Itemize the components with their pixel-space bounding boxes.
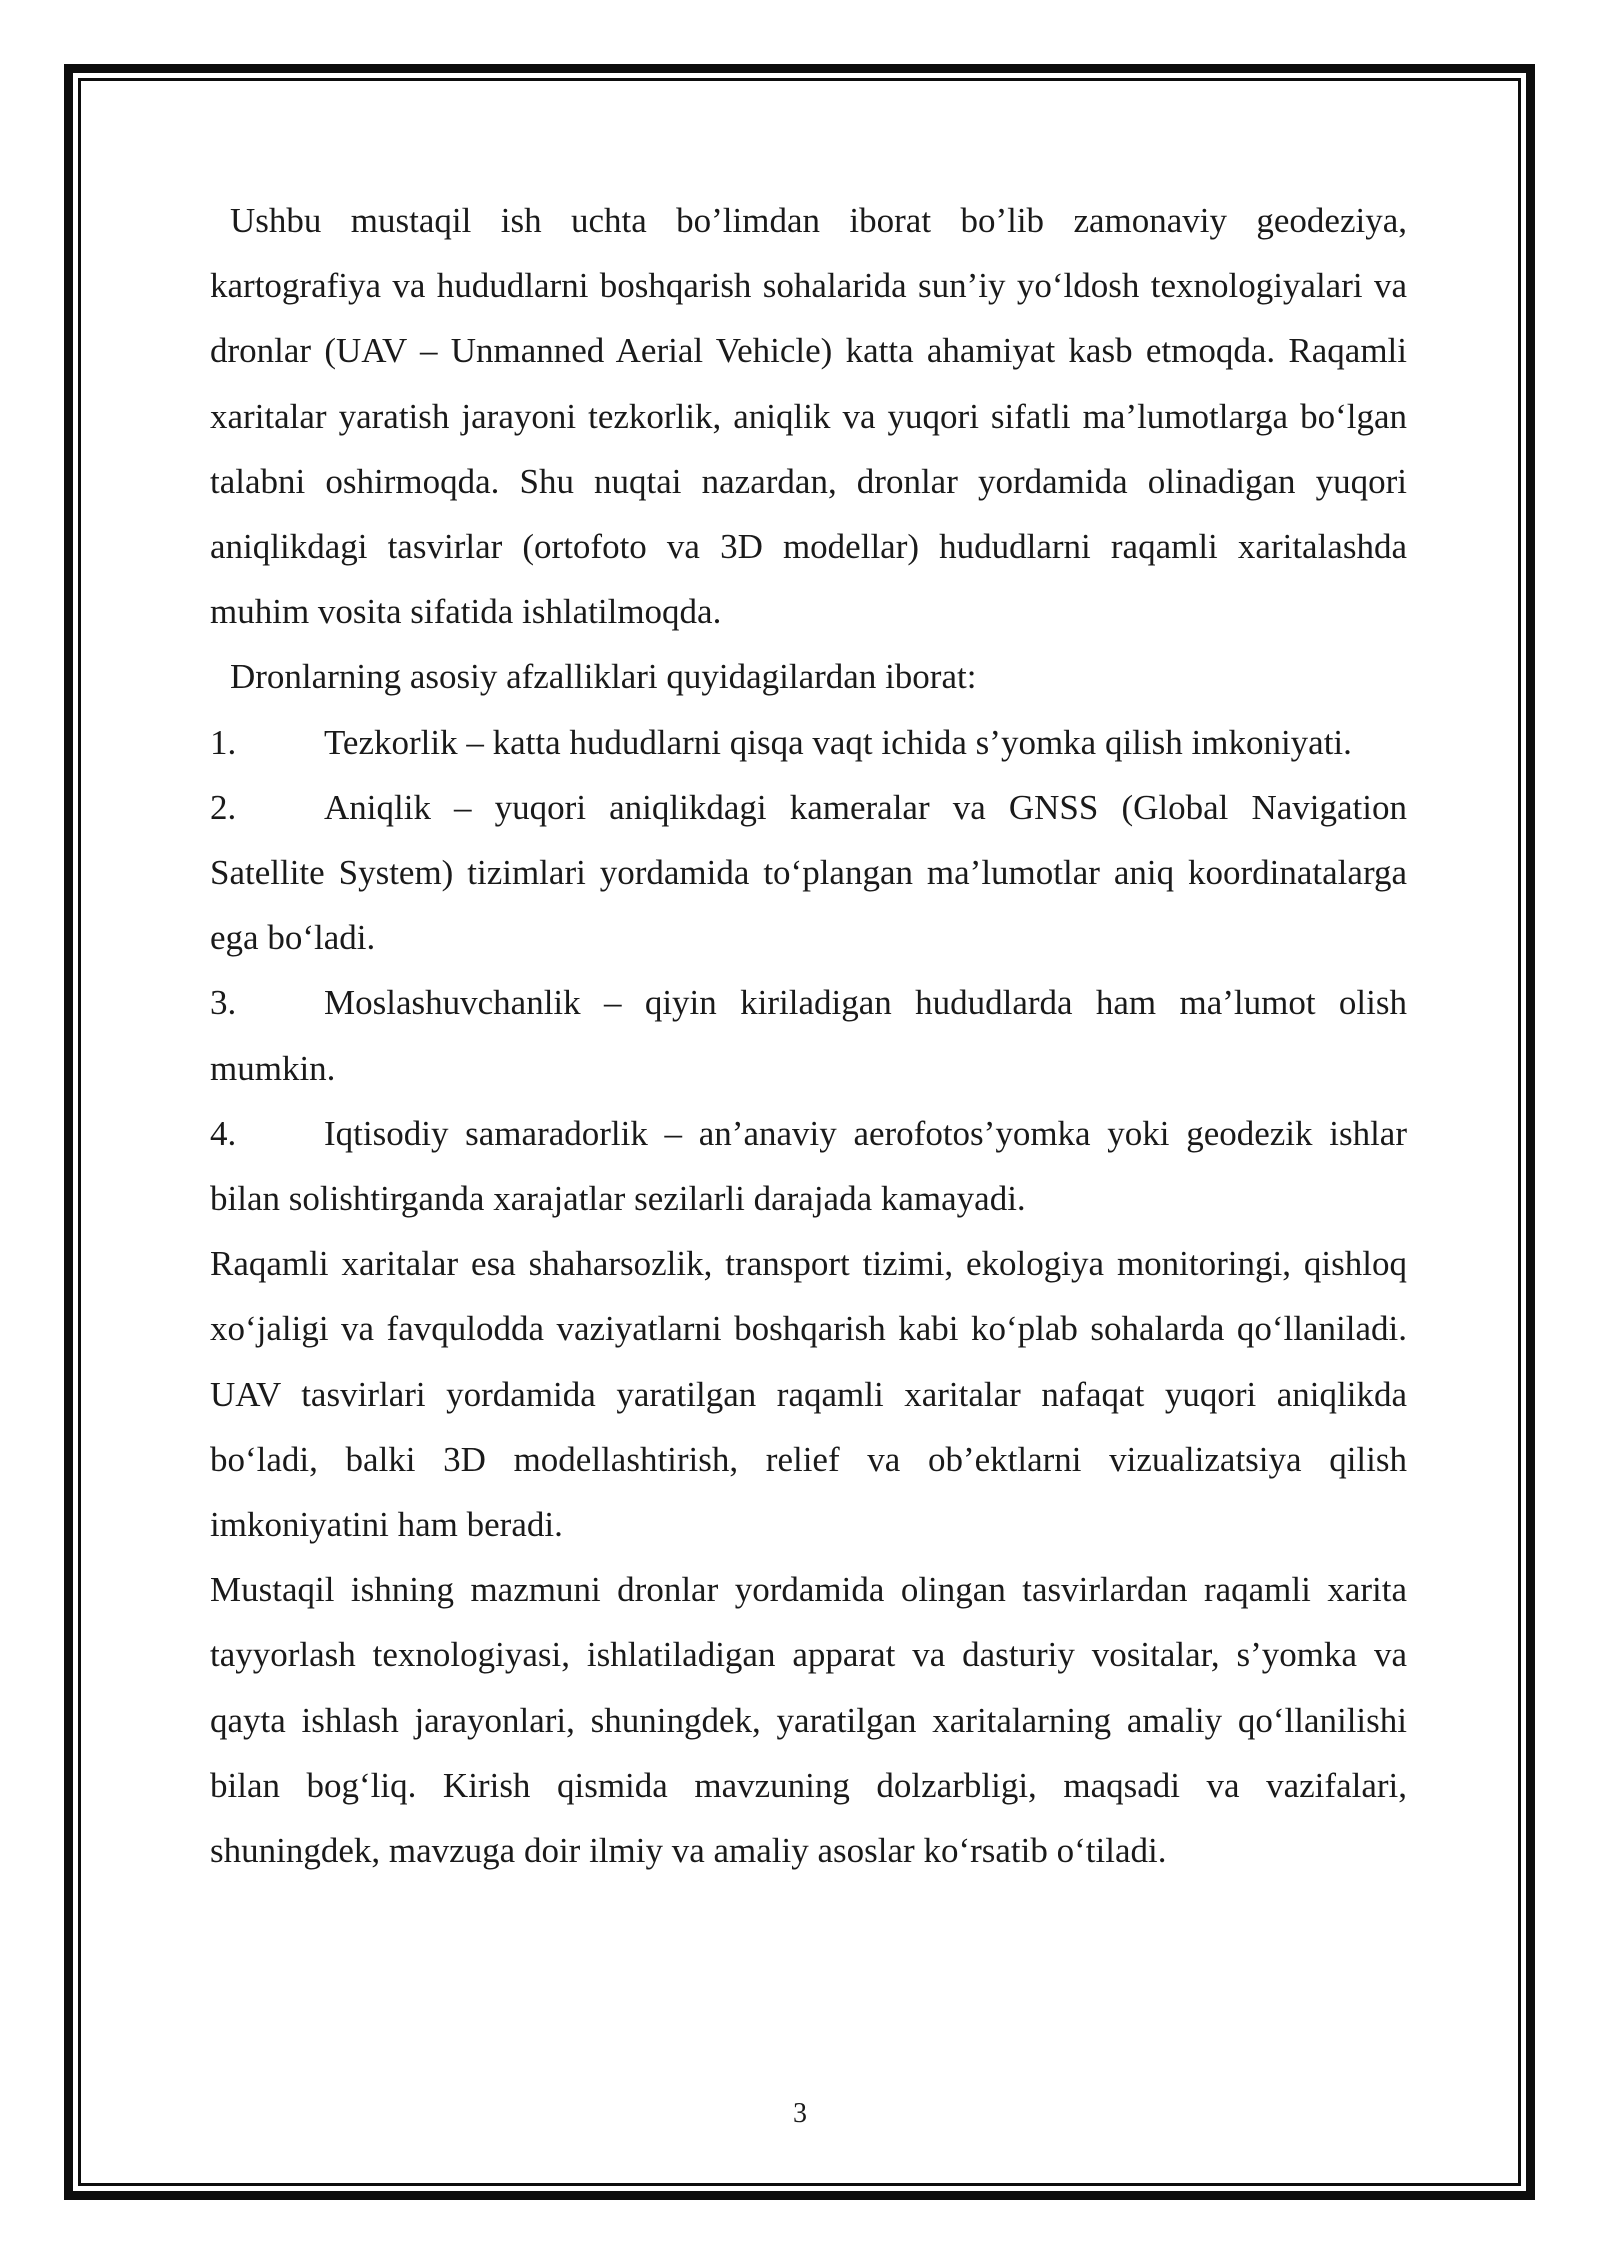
list-item-text: Tezkorlik – katta hududlarni qisqa vaqt ichida s’yomka qilish imkoniyati. xyxy=(324,722,1352,762)
list-item-text: Aniqlik – yuqori aniqlikdagi kameralar va GNSS (Global Navigation Satellite System) tizimlari yordamida to‘plangan ma’lumotlar aniq koordinatalarga ega bo‘ladi. xyxy=(210,787,1407,958)
list-item-number: 2. xyxy=(210,787,237,827)
page-content xyxy=(210,188,1407,1883)
maps-usage-paragraph: Raqamli xaritalar esa shaharsozlik, transport tizimi, ekologiya monitoringi, qishloq xo‘jaligi va favqulodda vaziyatlarni boshqarish kabi ko‘plab sohalarda qo‘llaniladi. UAV tasvirlari yordamida yaratilgan raqamli xaritalar nafaqat yuqori aniqlikda bo‘ladi, balki 3D modellashtirish, relief va ob’ektlarni vizualizatsiya qilish imkoniyatini ham beradi. xyxy=(210,1244,1407,1545)
advantages-intro-paragraph: Dronlarning asosiy afzalliklari quyidagilardan iborat: xyxy=(230,657,977,697)
content-summary-paragraph: Mustaqil ishning mazmuni dronlar yordamida olingan tasvirlardan raqamli xarita tayyorlash texnologiyasi, ishlatiladigan apparat va dasturiy vositalar, s’yomka va qayta ishlash jarayonlari, shuningdek, yaratilgan xaritalarning amaliy qo‘llanilishi bilan bog‘liq. Kirish qismida mavzuning dolzarbligi, maqsadi va vazifalari, shuningdek, mavzuga doir ilmiy va amaliy asoslar ko‘rsatib o‘tiladi. xyxy=(210,1570,1407,1871)
intro-paragraph: Ushbu mustaqil ish uchta bo’limdan iborat bo’lib zamonaviy geodeziya, kartografiya va hududlarni boshqarish sohalarida sun’iy yo‘ldosh texnologiyalari va dronlar (UAV – Unmanned Aerial Vehicle) katta ahamiyat kasb etmoqda. Raqamli xaritalar yaratish jarayoni tezkorlik, aniqlik va yuqori sifatli ma’lumotlarga bo‘lgan talabni oshirmoqda. Shu nuqtai nazardan, dronlar yordamida olinadigan yuqori aniqlikdagi tasvirlar (ortofoto va 3D modellar) hududlarni raqamli xaritalashda muhim vosita sifatida ishlatilmoqda. xyxy=(210,201,1407,632)
list-item xyxy=(210,710,1407,775)
list-item-text: Iqtisodiy samaradorlik – an’anaviy aerofotos’yomka yoki geodezik ishlar bilan solishtirganda xarajatlar sezilarli darajada kamayadi. xyxy=(210,1113,1407,1219)
list-item-text: Moslashuvchanlik – qiyin kiriladigan hududlarda ham ma’lumot olish mumkin. xyxy=(210,983,1407,1088)
page-number: 3 xyxy=(793,2098,807,2129)
advantages-list xyxy=(210,710,1407,1232)
list-item-number: 1. xyxy=(210,722,237,762)
list-item-number: 4. xyxy=(210,1113,237,1153)
list-item xyxy=(210,775,1407,971)
list-item xyxy=(210,1101,1407,1231)
list-item xyxy=(210,970,1407,1100)
list-item-number: 3. xyxy=(210,983,237,1023)
